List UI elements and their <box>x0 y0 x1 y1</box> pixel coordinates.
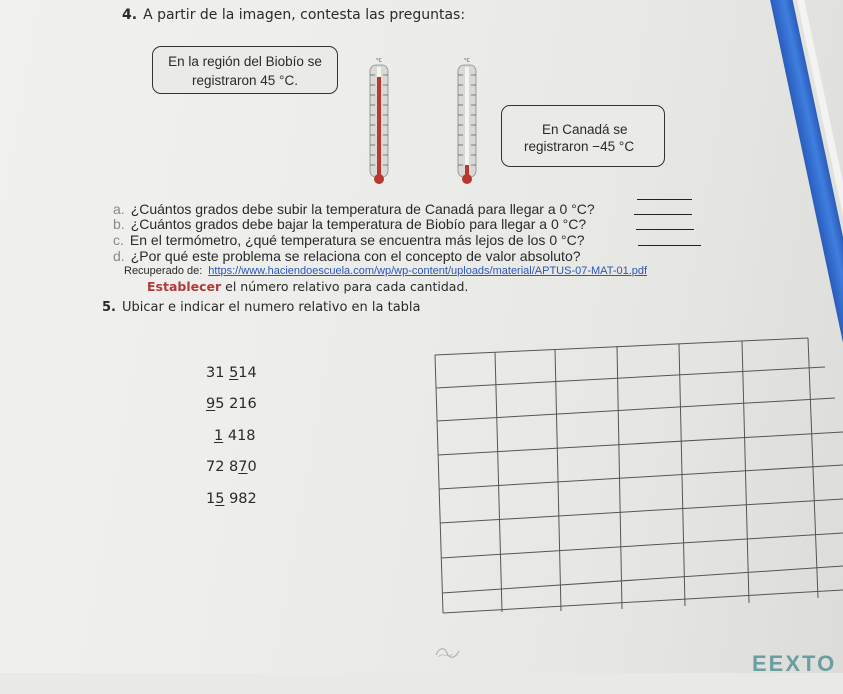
underlined-digit: 1 <box>214 428 224 444</box>
question-4-number: 4. <box>122 7 138 23</box>
number-item: 15 982 <box>206 491 257 507</box>
question-b-letter: b. <box>113 216 125 232</box>
answer-line-b[interactable] <box>634 213 692 215</box>
underlined-digit: 7 <box>238 459 248 475</box>
number-item: 95 216 <box>206 396 257 412</box>
question-d-text: ¿Por qué este problema se relaciona con el concepto de valor absoluto? <box>130 248 581 264</box>
question-5-number: 5. <box>102 300 116 315</box>
question-b-text: ¿Cuántos grados debe bajar la temperatura de Biobío para llegar a 0 °C? <box>130 216 587 232</box>
underlined-digit: 5 <box>215 491 225 507</box>
thermometer-canada <box>444 55 490 190</box>
question-a <box>113 201 595 217</box>
question-b <box>113 216 586 232</box>
instruction-rest: el número relativo para cada cantidad. <box>225 279 469 294</box>
question-c-text: En el termómetro, ¿qué temperatura se encuentra más lejos de los 0 °C? <box>129 232 585 248</box>
underlined-digit: 5 <box>229 365 239 381</box>
biobio-callout-line1: En la región del Biobío se <box>168 54 322 69</box>
canada-callout <box>501 105 665 167</box>
thermometer-biobio <box>356 55 402 190</box>
reference-label: Recuperado de: <box>124 265 203 277</box>
number-item: 72 870 <box>206 459 257 475</box>
number-item: 31 514 <box>206 365 257 381</box>
reference-link[interactable]: https://www.haciendoescuela.com/wp/wp-content/uploads/material/APTUS-07-MAT-01.pdf <box>208 265 648 277</box>
canada-callout-line2: registraron −45 °C <box>524 139 635 154</box>
question-5-text: Ubicar e indicar el numero relativo en la tabla <box>121 300 421 315</box>
answer-line-a[interactable] <box>637 198 692 200</box>
question-c-letter: c. <box>113 232 124 248</box>
biobio-callout-line2: registraron 45 °C. <box>192 73 298 88</box>
question-5-title <box>102 300 421 315</box>
question-d-letter: d. <box>113 248 125 264</box>
question-d <box>113 248 581 264</box>
answer-line-d[interactable] <box>638 244 701 246</box>
thermometer-biobio-unit: °C <box>376 58 382 64</box>
answer-line-c[interactable] <box>636 228 694 230</box>
instruction-line <box>147 279 468 294</box>
stamp-text: EEXTO <box>752 651 837 676</box>
number-item: 1 418 <box>214 428 256 444</box>
question-4-prompt: A partir de la imagen, contesta las preguntas: <box>143 7 466 23</box>
instruction-bold-word: Establecer <box>147 279 222 294</box>
question-c <box>113 232 585 248</box>
reference-line <box>124 265 647 277</box>
question-a-text: ¿Cuántos grados debe subir la temperatura de Canadá para llegar a 0 °C? <box>130 201 595 217</box>
question-a-letter: a. <box>113 201 125 217</box>
pencil-scribble <box>433 643 463 663</box>
biobio-callout <box>152 46 338 94</box>
question-4-title <box>122 7 465 23</box>
thermometer-canada-unit: °C <box>464 58 470 64</box>
canada-callout-line1: En Canadá se <box>542 122 628 137</box>
underlined-digit: 9 <box>206 396 216 412</box>
